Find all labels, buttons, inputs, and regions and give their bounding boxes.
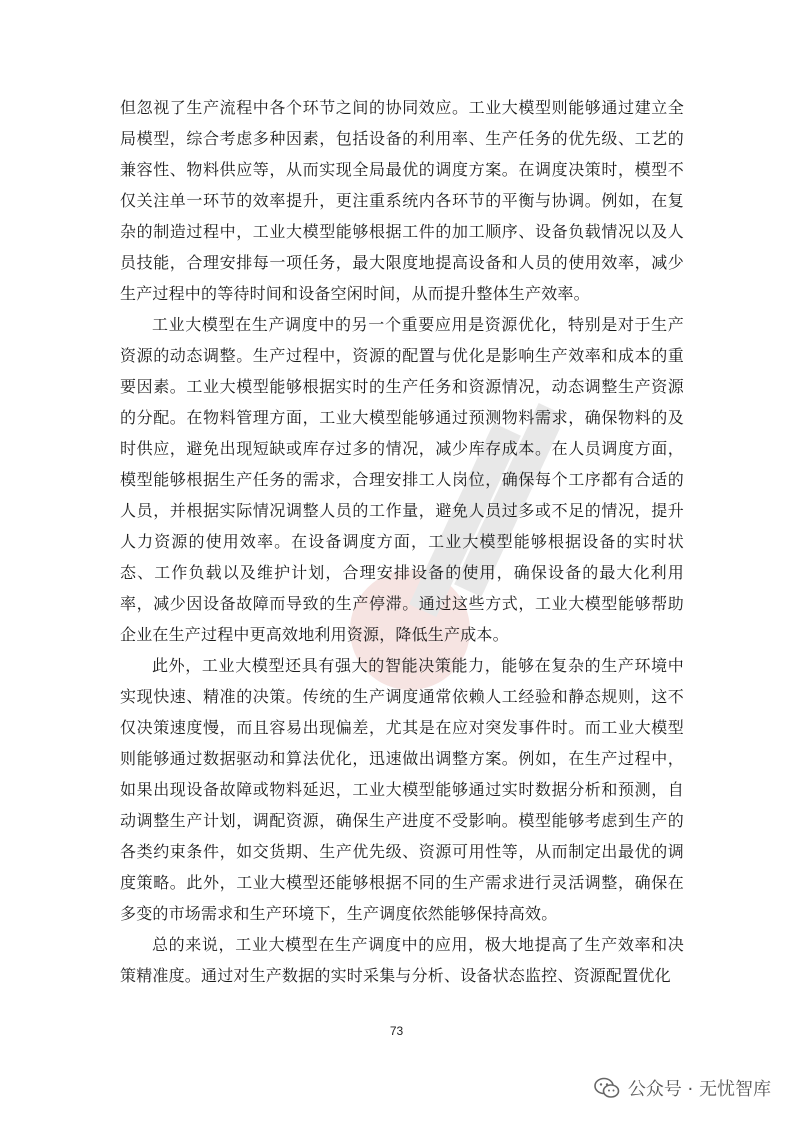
paragraph-3: 此外，工业大模型还具有强大的智能决策能力，能够在复杂的生产环境中实现快速、精准的决策。传统的生产调度通常依赖人工经验和静态规则，这不仅决策速度慢，而且容易出现偏差，尤其是在应对突发事件时。而工业大模型则能够通过数据驱动和算法优化，迅速做出调整方案。例如，在生产过程中，如果出现设备故障或物料延迟，工业大模型能够通过实时数据分析和预测，自动调整生产计划，调配资源，确保生产进度不受影响。模型能够考虑到生产的各类约束条件，如交货期、生产优先级、资源可用性等，从而制定出最优的调度策略。此外，工业大模型还能够根据不同的生产需求进行灵活调整，确保在多变的市场需求和生产环境下，生产调度依然能够保持高效。 [120, 656, 684, 923]
wechat-icon [594, 1077, 620, 1099]
footer-brand-label: 公众号 · 无忧智库 [627, 1079, 771, 1100]
paragraph-1: 但忽视了生产流程中各个环节之间的协同效应。工业大模型则能够通过建立全局模型，综合考虑多种因素，包括设备的利用率、生产任务的优先级、工艺的兼容性、物料供应等，从而实现全局最优的调度方案。在调度决策时，模型不仅关注单一环节的效率提升，更注重系统内各环节的平衡与协调。例如，在复杂的制造过程中，工业大模型能够根据工件的加工顺序、设备负载情况以及人员技能，合理安排每一项任务，最大限度地提高设备和人员的使用效率，减少生产过程中的等待时间和设备空闲时间，从而提升整体生产效率。 [120, 98, 684, 303]
paragraph-2: 工业大模型在生产调度中的另一个重要应用是资源优化，特别是对于生产资源的动态调整。生产过程中，资源的配置与优化是影响生产效率和成本的重要因素。工业大模型能够根据实时的生产任务和资源情况，动态调整生产资源的分配。在物料管理方面，工业大模型能够通过预测物料需求，确保物料的及时供应，避免出现短缺或库存过多的情况，减少库存成本。在人员调度方面，模型能够根据生产任务的需求，合理安排工人岗位，确保每个工序都有合适的人员，并根据实际情况调整人员的工作量，避免人员过多或不足的情况，提升人力资源的使用效率。在设备调度方面，工业大模型能够根据设备的实时状态、工作负载以及维护计划，合理安排设备的使用，确保设备的最大化利用率，减少因设备故障而导致的生产停滞。通过这些方式，工业大模型能够帮助企业在生产过程中更高效地利用资源，降低生产成本。 [120, 315, 684, 644]
document-body [120, 92, 684, 991]
footer-brand[interactable] [594, 1074, 771, 1102]
paragraph-4: 总的来说，工业大模型在生产调度中的应用，极大地提高了生产效率和决策精准度。通过对生产数据的实时采集与分析、设备状态监控、资源配置优化 [120, 935, 684, 985]
page-number: 73 [389, 1024, 404, 1038]
